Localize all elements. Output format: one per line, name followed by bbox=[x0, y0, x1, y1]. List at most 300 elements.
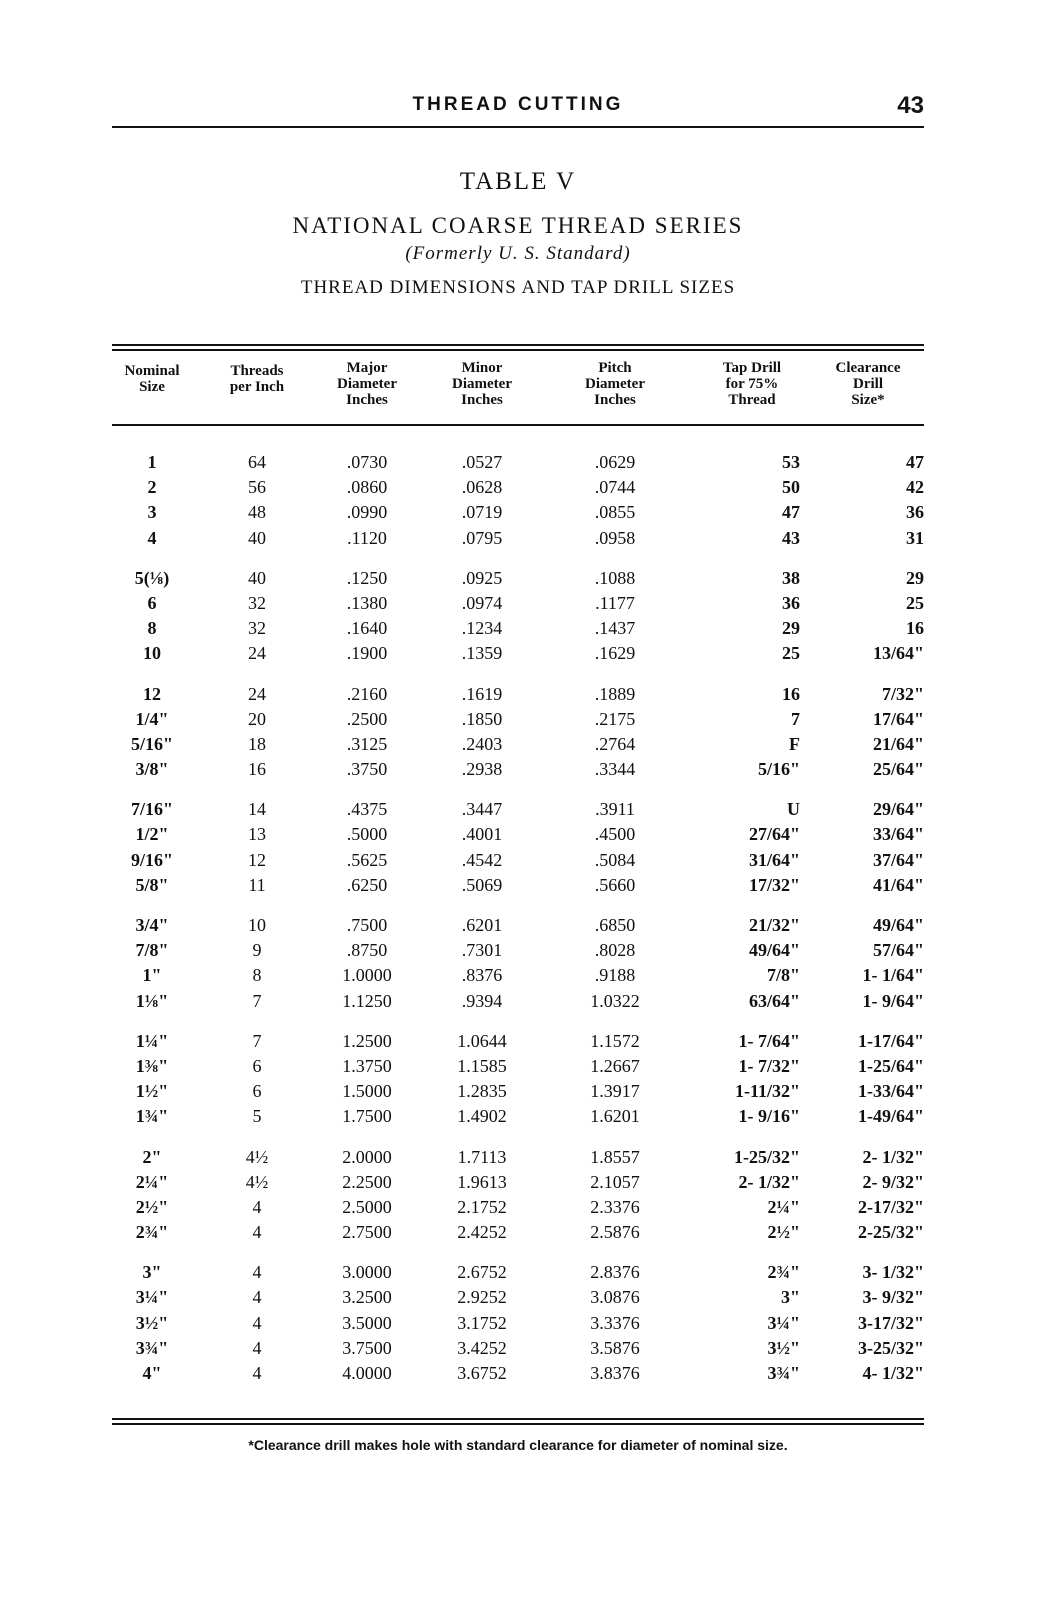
header-tap-drill bbox=[697, 360, 807, 408]
tap-drill-cell: 2¼" bbox=[767, 1196, 800, 1217]
pitch-diameter-cell: 1.3917 bbox=[590, 1081, 640, 1102]
threads-per-inch-cell: 64 bbox=[248, 452, 266, 472]
minor-diameter-cell: .6201 bbox=[461, 915, 503, 935]
nominal-size-cell: 5/8" bbox=[135, 874, 169, 895]
major-diameter-cell: 3.7500 bbox=[342, 1337, 392, 1358]
minor-diameter-cell: .7301 bbox=[461, 940, 503, 961]
clearance-drill-cell: 2-25/32" bbox=[858, 1222, 924, 1243]
tap-drill-cell: 5/16" bbox=[758, 759, 800, 780]
tap-drill-cell: 1- 7/32" bbox=[738, 1055, 800, 1076]
minor-diameter-cell: .1234 bbox=[461, 618, 503, 639]
table-row bbox=[112, 732, 924, 757]
major-diameter-cell: .7500 bbox=[346, 915, 388, 935]
table-row bbox=[112, 707, 924, 732]
nominal-size-cell: 5/16" bbox=[131, 733, 173, 754]
table-row bbox=[112, 616, 924, 641]
threads-per-inch-cell: 40 bbox=[248, 567, 266, 588]
minor-diameter-cell: 1.9613 bbox=[457, 1171, 507, 1192]
tap-drill-cell: 38 bbox=[782, 567, 800, 588]
table-row bbox=[112, 1079, 924, 1104]
pitch-diameter-cell: .8028 bbox=[594, 940, 636, 961]
pitch-diameter-cell: .6850 bbox=[594, 915, 636, 935]
major-diameter-cell: .1640 bbox=[346, 618, 388, 639]
tap-drill-cell: 2- 1/32" bbox=[738, 1171, 800, 1192]
pitch-diameter-cell: 3.0876 bbox=[590, 1287, 640, 1308]
pitch-diameter-cell: .1437 bbox=[594, 618, 636, 639]
pitch-diameter-cell: .0958 bbox=[594, 527, 636, 548]
tap-drill-cell: 29 bbox=[782, 618, 800, 639]
nominal-size-cell: 2" bbox=[142, 1146, 162, 1167]
clearance-drill-cell: 2- 9/32" bbox=[862, 1171, 924, 1192]
tap-drill-cell: 53 bbox=[782, 452, 800, 472]
pitch-diameter-cell: .5084 bbox=[594, 849, 636, 870]
pitch-diameter-cell: .1177 bbox=[595, 592, 635, 613]
clearance-drill-cell: 47 bbox=[906, 452, 924, 472]
table-body bbox=[112, 450, 924, 1401]
threads-per-inch-cell: 4 bbox=[252, 1262, 262, 1283]
pitch-diameter-cell: .0855 bbox=[594, 502, 636, 523]
nominal-size-cell: 7/8" bbox=[135, 940, 169, 961]
clearance-drill-cell: 16 bbox=[906, 618, 924, 639]
header-nominal-size bbox=[112, 363, 192, 395]
clearance-drill-cell: 25/64" bbox=[873, 759, 924, 780]
minor-diameter-cell: .5069 bbox=[461, 874, 503, 895]
table-header-row bbox=[112, 360, 924, 416]
minor-diameter-cell: 1.2835 bbox=[457, 1081, 507, 1102]
minor-diameter-cell: 2.4252 bbox=[457, 1222, 507, 1243]
clearance-drill-cell: 1-17/64" bbox=[858, 1030, 924, 1051]
threads-per-inch-cell: 56 bbox=[248, 477, 266, 498]
footnote: *Clearance drill makes hole with standard clearance for diameter of nominal size. bbox=[248, 1437, 788, 1453]
row-group bbox=[112, 797, 924, 898]
table-row bbox=[112, 1336, 924, 1361]
minor-diameter-cell: .9394 bbox=[461, 990, 503, 1011]
major-diameter-cell: 2.2500 bbox=[342, 1171, 392, 1192]
threads-per-inch-cell: 4 bbox=[252, 1222, 262, 1243]
table-title: TABLE V bbox=[459, 168, 577, 195]
nominal-size-cell: 3/4" bbox=[135, 915, 169, 935]
header-line: Nominal bbox=[124, 363, 180, 379]
pitch-diameter-cell: .0629 bbox=[594, 452, 636, 472]
table-row bbox=[112, 913, 924, 938]
table-row bbox=[112, 566, 924, 591]
table-row bbox=[112, 1145, 924, 1170]
clearance-drill-cell: 2- 1/32" bbox=[862, 1146, 924, 1167]
tap-drill-cell: 17/32" bbox=[749, 874, 800, 895]
clearance-drill-cell: 1-49/64" bbox=[858, 1106, 924, 1127]
header-line: Threads bbox=[230, 363, 284, 379]
minor-diameter-cell: 1.4902 bbox=[457, 1106, 507, 1127]
minor-diameter-cell: .0527 bbox=[461, 452, 503, 472]
clearance-drill-cell: 29/64" bbox=[873, 799, 924, 820]
table-bottom-rule-outer bbox=[112, 1418, 924, 1420]
major-diameter-cell: 2.5000 bbox=[342, 1196, 392, 1217]
header-line: Clearance bbox=[835, 360, 901, 376]
major-diameter-cell: .2160 bbox=[346, 683, 388, 704]
table-row bbox=[112, 1285, 924, 1310]
major-diameter-cell: 1.5000 bbox=[342, 1081, 392, 1102]
table-row bbox=[112, 500, 924, 525]
table-row bbox=[112, 1054, 924, 1079]
nominal-size-cell: 1½" bbox=[135, 1081, 169, 1102]
table-row bbox=[112, 797, 924, 822]
minor-diameter-cell: 3.1752 bbox=[457, 1312, 507, 1333]
pitch-diameter-cell: 2.5876 bbox=[590, 1222, 640, 1243]
threads-per-inch-cell: 11 bbox=[248, 874, 266, 895]
major-diameter-cell: .1120 bbox=[347, 527, 387, 548]
major-diameter-cell: .0730 bbox=[346, 452, 388, 472]
pitch-diameter-cell: .3344 bbox=[594, 759, 636, 780]
header-minor-diameter bbox=[432, 360, 532, 408]
threads-per-inch-cell: 6 bbox=[252, 1081, 262, 1102]
minor-diameter-cell: 2.9252 bbox=[457, 1287, 507, 1308]
pitch-diameter-cell: 3.8376 bbox=[590, 1363, 640, 1383]
tap-drill-cell: 2¾" bbox=[767, 1262, 800, 1283]
minor-diameter-cell: .4542 bbox=[461, 849, 503, 870]
nominal-size-cell: 10 bbox=[143, 643, 161, 664]
clearance-drill-cell: 13/64" bbox=[873, 643, 924, 664]
threads-per-inch-cell: 14 bbox=[248, 799, 266, 820]
table-row bbox=[112, 1311, 924, 1336]
threads-per-inch-cell: 32 bbox=[248, 618, 266, 639]
minor-diameter-cell: 1.7113 bbox=[457, 1146, 507, 1167]
table-row bbox=[112, 938, 924, 963]
threads-per-inch-cell: 6 bbox=[252, 1055, 262, 1076]
header-line: Inches bbox=[594, 392, 636, 408]
major-diameter-cell: .1250 bbox=[346, 567, 388, 588]
tap-drill-cell: 3¼" bbox=[767, 1312, 800, 1333]
pitch-diameter-cell: .1629 bbox=[594, 643, 636, 664]
tap-drill-cell: 49/64" bbox=[749, 940, 800, 961]
tap-drill-cell: 1-25/32" bbox=[734, 1146, 800, 1167]
header-pitch-diameter bbox=[560, 360, 670, 408]
header-line: Minor bbox=[461, 360, 503, 376]
tap-drill-cell: F bbox=[789, 733, 800, 754]
table-row bbox=[112, 1220, 924, 1245]
nominal-size-cell: 5(⅛) bbox=[134, 567, 170, 588]
nominal-size-cell: 1 bbox=[147, 452, 157, 472]
threads-per-inch-cell: 13 bbox=[248, 824, 266, 845]
tap-drill-cell: U bbox=[787, 799, 800, 820]
running-head bbox=[112, 92, 924, 122]
major-diameter-cell: .1900 bbox=[346, 643, 388, 664]
nominal-size-cell: 1/2" bbox=[135, 824, 169, 845]
table-row bbox=[112, 873, 924, 898]
pitch-diameter-cell: 3.3376 bbox=[590, 1312, 640, 1333]
threads-per-inch-cell: 4½ bbox=[245, 1146, 269, 1167]
pitch-diameter-cell: 3.5876 bbox=[590, 1337, 640, 1358]
nominal-size-cell: 3" bbox=[142, 1262, 162, 1283]
clearance-drill-cell: 1-33/64" bbox=[858, 1081, 924, 1102]
table-row bbox=[112, 682, 924, 707]
running-title: THREAD CUTTING bbox=[412, 94, 624, 115]
threads-per-inch-cell: 4 bbox=[252, 1363, 262, 1383]
clearance-drill-cell: 3-25/32" bbox=[858, 1337, 924, 1358]
row-group bbox=[112, 913, 924, 1014]
minor-diameter-cell: .0795 bbox=[461, 527, 503, 548]
clearance-drill-cell: 49/64" bbox=[873, 915, 924, 935]
threads-per-inch-cell: 5 bbox=[252, 1106, 262, 1127]
threads-per-inch-cell: 4 bbox=[252, 1287, 262, 1308]
threads-per-inch-cell: 4 bbox=[252, 1312, 262, 1333]
nominal-size-cell: 2 bbox=[147, 477, 157, 498]
minor-diameter-cell: 2.1752 bbox=[457, 1196, 507, 1217]
nominal-size-cell: 1¼" bbox=[135, 1030, 169, 1051]
pitch-diameter-cell: .2175 bbox=[594, 708, 636, 729]
clearance-drill-cell: 4- 1/32" bbox=[862, 1363, 924, 1383]
tap-drill-cell: 63/64" bbox=[749, 990, 800, 1011]
tap-drill-cell: 7 bbox=[791, 708, 800, 729]
table-row bbox=[112, 963, 924, 988]
header-major-diameter bbox=[317, 360, 417, 408]
minor-diameter-cell: .0974 bbox=[461, 592, 503, 613]
table-row bbox=[112, 1170, 924, 1195]
pitch-diameter-cell: 2.3376 bbox=[590, 1196, 640, 1217]
pitch-diameter-cell: 1.1572 bbox=[590, 1030, 640, 1051]
pitch-diameter-cell: .4500 bbox=[594, 824, 636, 845]
header-bottom-rule bbox=[112, 424, 924, 426]
threads-per-inch-cell: 4 bbox=[252, 1337, 262, 1358]
row-group bbox=[112, 682, 924, 783]
tap-drill-cell: 21/32" bbox=[749, 915, 800, 935]
table-row bbox=[112, 641, 924, 666]
header-clearance-drill bbox=[812, 360, 924, 408]
clearance-drill-cell: 3-17/32" bbox=[858, 1312, 924, 1333]
header-line: Size bbox=[139, 379, 165, 395]
threads-per-inch-cell: 24 bbox=[248, 643, 266, 664]
header-line: for 75% bbox=[725, 376, 779, 392]
major-diameter-cell: .5625 bbox=[346, 849, 388, 870]
row-group bbox=[112, 1145, 924, 1246]
tap-drill-cell: 43 bbox=[782, 527, 800, 548]
tap-drill-cell: 31/64" bbox=[749, 849, 800, 870]
minor-diameter-cell: 3.6752 bbox=[457, 1363, 507, 1383]
header-rule bbox=[112, 126, 924, 128]
row-group bbox=[112, 566, 924, 667]
minor-diameter-cell: .0628 bbox=[461, 477, 503, 498]
nominal-size-cell: 6 bbox=[147, 592, 157, 613]
row-group bbox=[112, 450, 924, 551]
clearance-drill-cell: 1- 1/64" bbox=[862, 965, 924, 986]
major-diameter-cell: .8750 bbox=[346, 940, 388, 961]
clearance-drill-cell: 41/64" bbox=[873, 874, 924, 895]
minor-diameter-cell: 1.1585 bbox=[457, 1055, 507, 1076]
table-row bbox=[112, 822, 924, 847]
header-line: per Inch bbox=[229, 379, 285, 395]
table-row bbox=[112, 989, 924, 1014]
major-diameter-cell: .1380 bbox=[346, 592, 388, 613]
pitch-diameter-cell: 1.6201 bbox=[590, 1106, 640, 1127]
major-diameter-cell: 1.3750 bbox=[342, 1055, 392, 1076]
tap-drill-cell: 25 bbox=[782, 643, 800, 664]
header-line: Diameter bbox=[452, 376, 512, 392]
threads-per-inch-cell: 7 bbox=[252, 1030, 262, 1051]
major-diameter-cell: .4375 bbox=[346, 799, 388, 820]
table-top-rule-inner bbox=[112, 349, 924, 351]
major-diameter-cell: 3.5000 bbox=[342, 1312, 392, 1333]
threads-per-inch-cell: 7 bbox=[252, 990, 262, 1011]
threads-per-inch-cell: 8 bbox=[252, 965, 262, 986]
nominal-size-cell: 1⅜" bbox=[135, 1055, 169, 1076]
pitch-diameter-cell: .1889 bbox=[594, 683, 636, 704]
minor-diameter-cell: .3447 bbox=[461, 799, 503, 820]
major-diameter-cell: .3125 bbox=[346, 733, 388, 754]
table-row bbox=[112, 1029, 924, 1054]
major-diameter-cell: 2.7500 bbox=[342, 1222, 392, 1243]
clearance-drill-cell: 3- 9/32" bbox=[862, 1287, 924, 1308]
pitch-diameter-cell: .2764 bbox=[594, 733, 636, 754]
tap-drill-cell: 1-11/32" bbox=[735, 1081, 800, 1102]
threads-per-inch-cell: 10 bbox=[248, 915, 266, 935]
nominal-size-cell: 2¾" bbox=[135, 1222, 169, 1243]
pitch-diameter-cell: 1.8557 bbox=[590, 1146, 640, 1167]
minor-diameter-cell: .1850 bbox=[461, 708, 503, 729]
clearance-drill-cell: 57/64" bbox=[873, 940, 924, 961]
minor-diameter-cell: .1359 bbox=[461, 643, 503, 664]
table-row bbox=[112, 526, 924, 551]
table-top-rule-outer bbox=[112, 344, 924, 346]
clearance-drill-cell: 42 bbox=[906, 477, 924, 498]
header-line: Inches bbox=[346, 392, 388, 408]
threads-per-inch-cell: 12 bbox=[248, 849, 266, 870]
pitch-diameter-cell: .9188 bbox=[594, 965, 636, 986]
table-row bbox=[112, 475, 924, 500]
pitch-diameter-cell: .3911 bbox=[595, 799, 635, 820]
nominal-size-cell: 3¾" bbox=[135, 1337, 169, 1358]
major-diameter-cell: .2500 bbox=[346, 708, 388, 729]
clearance-drill-cell: 17/64" bbox=[873, 708, 924, 729]
minor-diameter-cell: .0925 bbox=[461, 567, 503, 588]
table-row bbox=[112, 450, 924, 475]
pitch-diameter-cell: 1.0322 bbox=[590, 990, 640, 1011]
minor-diameter-cell: 2.6752 bbox=[457, 1262, 507, 1283]
pitch-diameter-cell: 2.8376 bbox=[590, 1262, 640, 1283]
pitch-diameter-cell: 1.2667 bbox=[590, 1055, 640, 1076]
table-row bbox=[112, 848, 924, 873]
clearance-drill-cell: 1-25/64" bbox=[858, 1055, 924, 1076]
threads-per-inch-cell: 16 bbox=[248, 759, 266, 780]
table-bottom-rule-inner bbox=[112, 1423, 924, 1425]
header-line: Drill bbox=[853, 376, 883, 392]
table-row bbox=[112, 1361, 924, 1386]
major-diameter-cell: 1.7500 bbox=[342, 1106, 392, 1127]
major-diameter-cell: .6250 bbox=[346, 874, 388, 895]
header-threads-per-inch bbox=[207, 363, 307, 395]
pitch-diameter-cell: .0744 bbox=[594, 477, 636, 498]
page-number: 43 bbox=[897, 92, 924, 119]
threads-per-inch-cell: 24 bbox=[248, 683, 266, 704]
nominal-size-cell: 2½" bbox=[135, 1196, 169, 1217]
header-line: Pitch bbox=[598, 360, 632, 376]
major-diameter-cell: .5000 bbox=[346, 824, 388, 845]
tap-drill-cell: 47 bbox=[782, 502, 800, 523]
row-group bbox=[112, 1260, 924, 1386]
minor-diameter-cell: 3.4252 bbox=[457, 1337, 507, 1358]
major-diameter-cell: .0990 bbox=[346, 502, 388, 523]
tap-drill-cell: 27/64" bbox=[749, 824, 800, 845]
table-row bbox=[112, 757, 924, 782]
nominal-size-cell: 4" bbox=[142, 1363, 162, 1383]
threads-per-inch-cell: 4 bbox=[252, 1196, 262, 1217]
header-line: Diameter bbox=[585, 376, 645, 392]
pitch-diameter-cell: .5660 bbox=[594, 874, 636, 895]
threads-per-inch-cell: 4½ bbox=[245, 1171, 269, 1192]
tap-drill-cell: 3¾" bbox=[767, 1363, 800, 1383]
minor-diameter-cell: .2938 bbox=[461, 759, 503, 780]
nominal-size-cell: 8 bbox=[147, 618, 157, 639]
major-diameter-cell: 3.2500 bbox=[342, 1287, 392, 1308]
clearance-drill-cell: 2-17/32" bbox=[858, 1196, 924, 1217]
clearance-drill-cell: 33/64" bbox=[873, 824, 924, 845]
section-title: THREAD DIMENSIONS AND TAP DRILL SIZES bbox=[300, 277, 736, 298]
threads-per-inch-cell: 20 bbox=[248, 708, 266, 729]
nominal-size-cell: 4 bbox=[147, 527, 157, 548]
nominal-size-cell: 1/4" bbox=[135, 708, 169, 729]
threads-per-inch-cell: 40 bbox=[248, 527, 266, 548]
clearance-drill-cell: 1- 9/64" bbox=[862, 990, 924, 1011]
nominal-size-cell: 1⅛" bbox=[135, 990, 169, 1011]
nominal-size-cell: 3¼" bbox=[135, 1287, 169, 1308]
formerly-subtitle: (Formerly U. S. Standard) bbox=[405, 243, 631, 264]
nominal-size-cell: 3/8" bbox=[135, 759, 169, 780]
clearance-drill-cell: 7/32" bbox=[882, 683, 924, 704]
header-line: Diameter bbox=[337, 376, 397, 392]
header-line: Inches bbox=[461, 392, 503, 408]
tap-drill-cell: 50 bbox=[782, 477, 800, 498]
pitch-diameter-cell: .1088 bbox=[594, 567, 636, 588]
major-diameter-cell: .3750 bbox=[346, 759, 388, 780]
clearance-drill-cell: 25 bbox=[906, 592, 924, 613]
minor-diameter-cell: .0719 bbox=[461, 502, 503, 523]
major-diameter-cell: .0860 bbox=[346, 477, 388, 498]
header-line: Tap Drill bbox=[722, 360, 782, 376]
minor-diameter-cell: .8376 bbox=[461, 965, 503, 986]
major-diameter-cell: 1.2500 bbox=[342, 1030, 392, 1051]
tap-drill-cell: 36 bbox=[782, 592, 800, 613]
threads-per-inch-cell: 32 bbox=[248, 592, 266, 613]
tap-drill-cell: 7/8" bbox=[767, 965, 800, 986]
major-diameter-cell: 2.0000 bbox=[342, 1146, 392, 1167]
clearance-drill-cell: 21/64" bbox=[873, 733, 924, 754]
tap-drill-cell: 2½" bbox=[767, 1222, 800, 1243]
clearance-drill-cell: 37/64" bbox=[873, 849, 924, 870]
nominal-size-cell: 1¾" bbox=[135, 1106, 169, 1127]
table-titles bbox=[112, 165, 924, 303]
minor-diameter-cell: .4001 bbox=[461, 824, 503, 845]
table-row bbox=[112, 1195, 924, 1220]
header-line: Size* bbox=[851, 392, 885, 408]
major-diameter-cell: 1.1250 bbox=[342, 990, 392, 1011]
table-row bbox=[112, 1260, 924, 1285]
clearance-drill-cell: 31 bbox=[906, 527, 924, 548]
row-group bbox=[112, 1029, 924, 1130]
nominal-size-cell: 3½" bbox=[135, 1312, 169, 1333]
threads-per-inch-cell: 18 bbox=[248, 733, 266, 754]
header-line: Thread bbox=[728, 392, 776, 408]
major-diameter-cell: 4.0000 bbox=[342, 1363, 392, 1383]
minor-diameter-cell: 1.0644 bbox=[457, 1030, 507, 1051]
nominal-size-cell: 9/16" bbox=[131, 849, 173, 870]
tap-drill-cell: 3" bbox=[781, 1287, 800, 1308]
clearance-drill-cell: 29 bbox=[906, 567, 924, 588]
nominal-size-cell: 2¼" bbox=[135, 1171, 169, 1192]
major-diameter-cell: 1.0000 bbox=[342, 965, 392, 986]
tap-drill-cell: 1- 7/64" bbox=[738, 1030, 800, 1051]
table-row bbox=[112, 1104, 924, 1129]
clearance-drill-cell: 3- 1/32" bbox=[862, 1262, 924, 1283]
tap-drill-cell: 1- 9/16" bbox=[738, 1106, 800, 1127]
nominal-size-cell: 12 bbox=[143, 683, 161, 704]
